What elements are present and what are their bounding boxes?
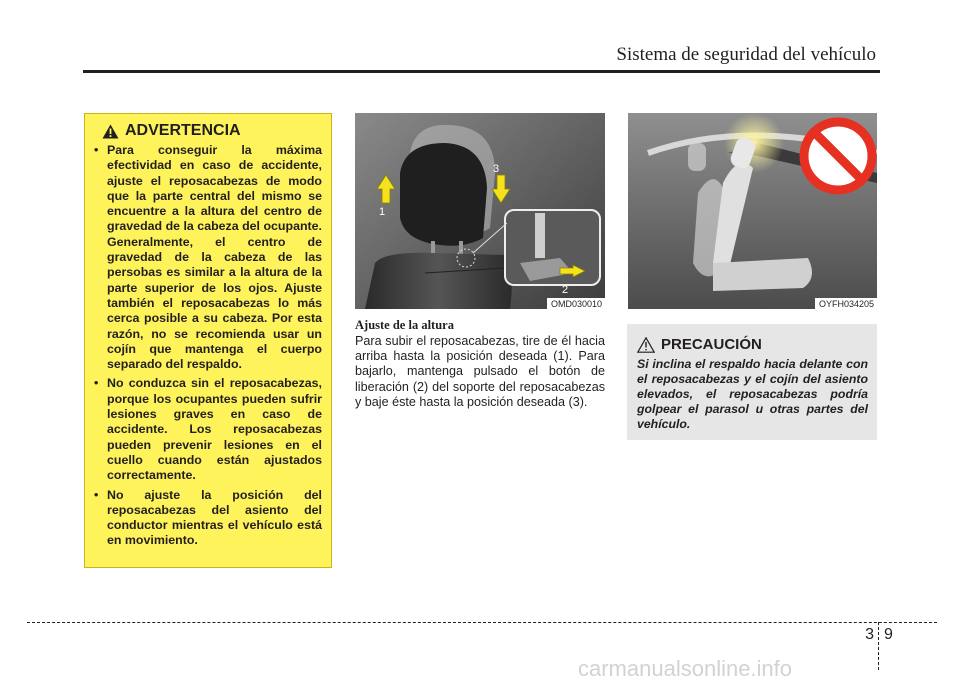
headrest-warning-figure [628,113,877,309]
adjust-title: Ajuste de la altura [355,318,454,332]
warning-item-text: No conduzca sin el reposacabezas, porque los ocupantes pueden sufrir lesiones graves en caso de accidente. Los reposacabezas pueden prevenir lesiones en el cuello cuando están ajustados correctamente. [107,376,322,483]
caution-title: PRECAUCIÓN [661,336,762,353]
warning-header [102,122,322,140]
prohibited-icon [804,122,872,190]
reclined-seat-illustration [628,113,877,309]
footer-rule [27,622,937,623]
caution-triangle-icon [637,337,655,353]
warning-item-text: No ajuste la posición del reposacabezas del asiento del conductor mientras el vehículo está en movimiento. [107,487,322,548]
caution-header [637,336,868,353]
warning-item [94,376,322,483]
headrest-adjust-figure [355,113,605,309]
bullet: • [94,487,99,502]
warning-item-text: Para conseguir la máxima efectividad en caso de accidente, ajuste el reposacabezas de modo que la parte central del mismo se encuentre a la altura del centro de gravedad de la cabeza del ocupante. Generalmente, el centro de gravedad de la cabeza de las persobas es similar a la altura de la parte superior de los ojos. Ajuste también el reposacabezas lo más cerca posible a su cabeza. Por esta razón, no se recomienda usar un cojín que mantenga el cuerpo separado del respaldo. [107,143,322,372]
warning-list [94,143,322,549]
caution-box [627,324,877,440]
callout-up: 1 [379,206,386,218]
page-number: 9 [884,626,893,643]
warning-triangle-icon [102,124,119,139]
warning-item [94,143,322,372]
figure-code: OMD030010 [547,298,605,309]
warning-item [94,488,322,549]
bullet: • [94,143,99,157]
caution-body: Si inclina el respaldo hacia delante con el reposacabezas y el cojín del asiento elevados, el reposacabezas podría golpear el parasol u otras partes del vehículo. [637,357,868,432]
warning-box [84,113,332,568]
section-title: Sistema de seguridad del vehículo [616,44,876,65]
watermark: carmanualsonline.info [578,656,793,681]
figure-code: OYFH034205 [815,298,877,309]
callout-release: 2 [562,284,569,296]
warning-title: ADVERTENCIA [125,122,241,139]
page-section: 3 [865,626,874,643]
bullet: • [94,376,99,391]
callout-down: 3 [493,163,500,175]
page-separator [878,622,879,670]
adjust-body: Para subir el reposacabezas, tire de él hacia arriba hasta la posición deseada (1). Para bajarlo, mantenga pulsado el botón de liberación (2) del soporte del reposacabezas y baje éste hasta la posición deseada (3). [355,334,605,409]
headrest-illustration [355,113,605,309]
header-rule [83,70,880,73]
